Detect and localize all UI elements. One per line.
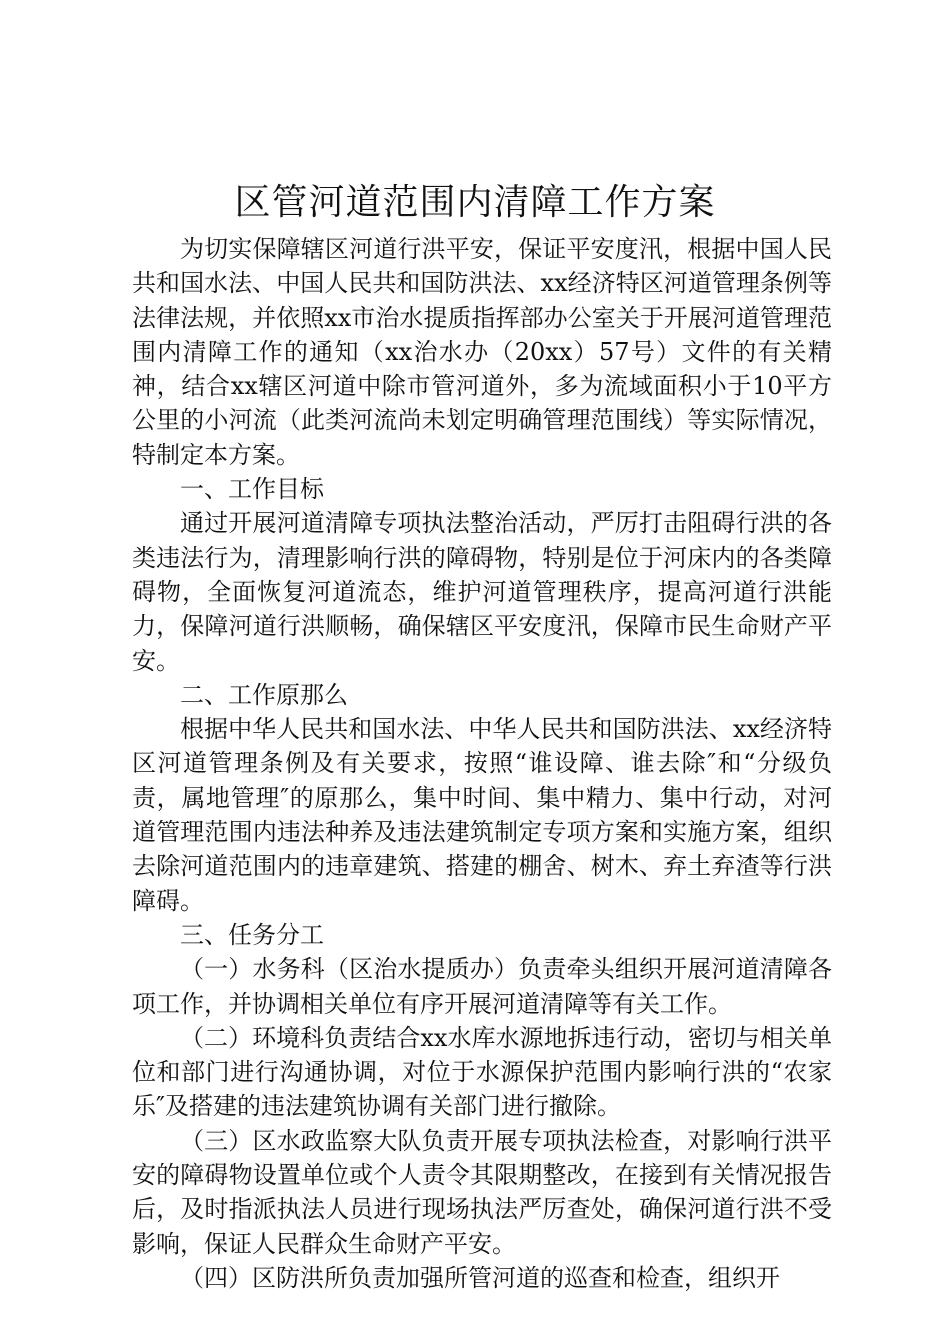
document-title: 区管河道范围内清障工作方案 [234,182,716,223]
paragraph-goals: 通过开展河道清障专项执法整治活动，严厉打击阻碍行洪的各类违法行为，清理影响行洪的障碍物，特别是位于河床内的各类障碍物，全面恢复河道流态，维护河道管理秩序，提高河道行洪能力，保障河道行洪顺畅，确保辖区平安度汛，保障市民生命财产平安。 [132,509,832,675]
section-heading-goals: 一、工作目标 [180,475,324,504]
paragraph-task-2: （二）环境科负责结合xx水库水源地拆违行动，密切与相关单位和部门进行沟通协调，对位于水源保护范围内影响行洪的“农家乐″及搭建的违法建筑协调有关部门进行撤除。 [132,1023,832,1121]
section-heading-principles: 二、工作原那么 [180,680,348,709]
paragraph-task-4: （四）区防洪所负责加强所管河道的巡查和检查，组织开 [180,1263,780,1292]
paragraph-task-3: （三）区水政监察大队负责开展专项执法检查，对影响行洪平安的障碍物设置单位或个人责令其限期整改，在接到有关情况报告后，及时指派执法人员进行现场执法严厉查处，确保河道行洪不受影响，保证人民群众生命财产平安。 [132,1126,832,1258]
paragraph-task-1: （一）水务科（区治水提质办）负责牵头组织开展河道清障各项工作，并协调相关单位有序开展河道清障等有关工作。 [132,955,832,1018]
paragraph-principles: 根据中华人民共和国水法、中华人民共和国防洪法、xx经济特区河道管理条例及有关要求，按照“谁设障、谁去除″和“分级负责，属地管理″的原那么，集中时间、集中精力、集中行动，对河道管理范围内违法种养及违法建筑制定专项方案和实施方案，组织去除河道范围内的违章建筑、搭建的棚舍、树木、弃土弃渣等行洪障碍。 [132,715,832,915]
section-heading-tasks: 三、任务分工 [180,920,324,949]
document-body [132,232,832,1295]
paragraph-intro: 为切实保障辖区河道行洪平安，保证平安度汛，根据中国人民共和国水法、中国人民共和国防洪法、xx经济特区河道管理条例等法律法规，并依照xx市治水提质指挥部办公室关于开展河道管理范围内清障工作的通知（xx治水办（20xx）57号）文件的有关精神，结合xx辖区河道中除市管河道外，多为流域面积小于10平方公里的小河流（此类河流尚未划定明确管理范围线）等实际情况，特制定本方案。 [132,235,832,469]
